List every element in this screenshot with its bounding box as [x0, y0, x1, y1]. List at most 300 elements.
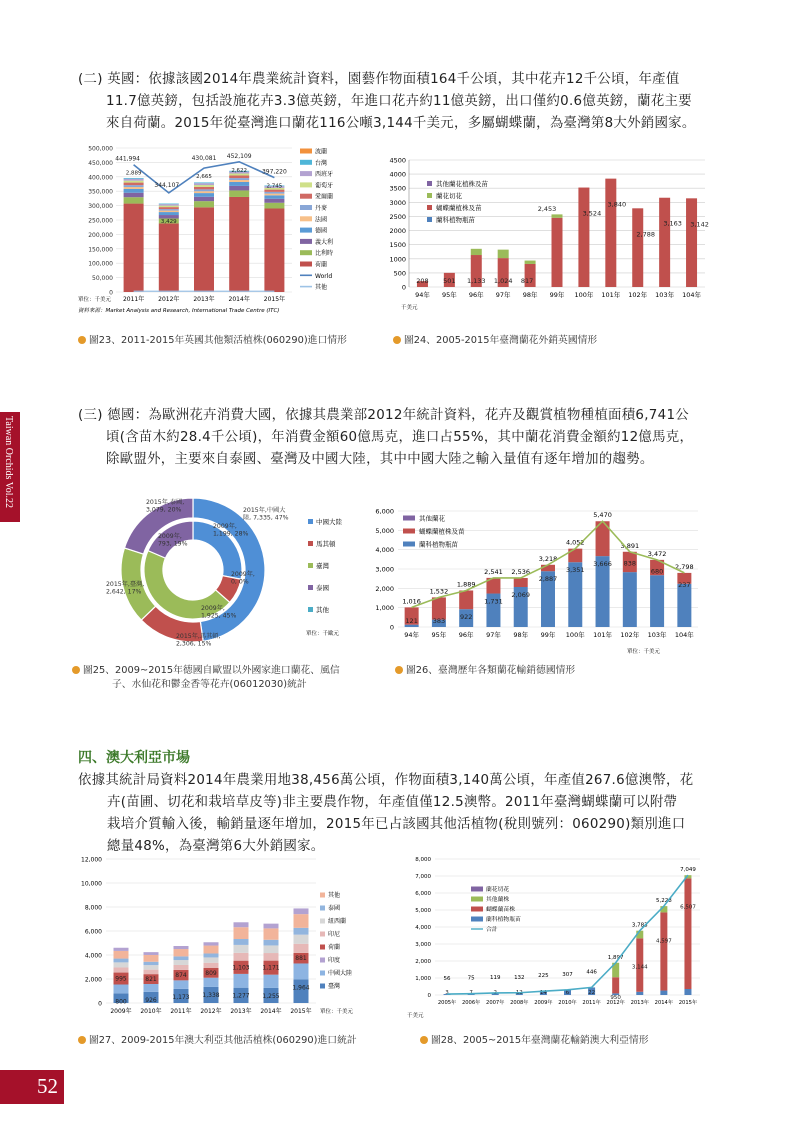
bar-segment — [229, 197, 249, 292]
x-tick-label: 2011年 — [122, 296, 145, 303]
data-label-blue: 2 — [493, 990, 497, 996]
bar-segment — [194, 207, 214, 292]
bar-segment — [229, 180, 249, 182]
bar-segment — [194, 185, 214, 187]
x-tick-label: 2010年 — [140, 1008, 162, 1015]
legend-label: 波蘭 — [315, 148, 328, 156]
data-label-total: 75 — [467, 975, 475, 982]
legend-swatch — [300, 239, 312, 244]
legend-swatch — [300, 194, 312, 199]
y-tick-label: 500 — [393, 269, 406, 278]
legend-label: 其他蘭花 — [419, 514, 445, 523]
legend-label: 法國 — [315, 216, 328, 224]
legend-label: 丹麥 — [315, 205, 328, 212]
data-label-total: 1,889 — [456, 580, 476, 589]
au-line: 總量48%，為臺灣第6大外銷國家。 — [107, 839, 325, 854]
bar-segment — [234, 945, 249, 953]
bar-segment — [124, 183, 144, 186]
bar-segment — [294, 944, 309, 953]
bar-segment — [459, 590, 473, 609]
legend-swatch — [320, 945, 325, 950]
y-tick-label: 6,000 — [415, 891, 431, 897]
data-label-taiwan: 1,255 — [262, 992, 280, 1000]
chart-uk-imports — [78, 142, 358, 322]
data-label: 1,133 — [466, 277, 486, 285]
data-label: 2009年, 0, 0% — [231, 571, 255, 586]
legend-label: 泰國 — [316, 584, 329, 592]
x-tick-label: 96年 — [468, 291, 484, 299]
uk-line: 11.7億英鎊，包括設施花卉3.3億英鎊，年進口花卉約11億英鎊，出口僅約0.6億英鎊，蘭花主要 — [106, 94, 692, 109]
bar-segment — [159, 204, 179, 205]
data-label-taiwan: 2,622 — [231, 167, 248, 174]
x-tick-label: 2009年 — [534, 1000, 553, 1006]
uk-line: 來自荷蘭。2015年從臺灣進口蘭花116公噸3,144千美元，多屬蝴蝶蘭，為臺灣第8大外銷國家。 — [106, 116, 696, 131]
bar-segment — [174, 956, 189, 960]
x-tick-label: 101年 — [601, 291, 621, 299]
data-label-red: 4,597 — [655, 938, 672, 945]
caption-bullet-icon — [78, 1036, 86, 1044]
data-label: 3,163 — [663, 219, 682, 228]
data-label-red: 6,507 — [680, 904, 696, 911]
x-tick-label: 2012年 — [200, 1008, 222, 1015]
y-tick-label: 0 — [389, 623, 394, 632]
legend-swatch — [300, 205, 312, 210]
bar-segment — [229, 174, 249, 176]
caption-bullet-icon — [420, 1036, 428, 1044]
data-label: 2015年,臺灣, 2,642, 17% — [106, 581, 145, 596]
bar-segment — [114, 984, 129, 993]
au-line: 卉(苗圃、切花和栽培草皮等)非主要農作物，年產值僅12.5澳幣。2011年臺灣蝴蝶蘭可以附帶 — [107, 795, 678, 810]
caption-bullet-icon — [72, 666, 80, 674]
bar-segment — [159, 211, 179, 212]
bar-segment — [677, 584, 691, 627]
legend-label: 蝴蝶蘭植株及苗 — [436, 204, 482, 212]
data-label-world: 452,109 — [226, 152, 252, 160]
bar-segment — [194, 201, 214, 207]
x-tick-label: 97年 — [495, 291, 511, 299]
bar-segment — [174, 949, 189, 956]
bar-segment — [264, 203, 284, 209]
y-tick-label: 3000 — [389, 198, 406, 207]
bar — [552, 218, 563, 287]
bar — [632, 208, 643, 287]
de-paragraph — [78, 405, 693, 471]
legend-label: 葡萄牙 — [315, 182, 334, 190]
bar-segment — [234, 939, 249, 945]
caption-fig24 — [393, 334, 597, 348]
bar-segment — [660, 991, 667, 995]
y-tick-label: 3,000 — [375, 565, 394, 574]
chart-germany-imports — [98, 490, 373, 655]
legend-swatch — [320, 919, 325, 924]
data-label-blue: 7 — [469, 990, 473, 996]
legend-label: 蝴蝶蘭植株及苗 — [419, 527, 465, 536]
x-tick-label: 2009年 — [110, 1008, 132, 1015]
legend-swatch — [300, 171, 312, 176]
au-line: 栽培介質輸入後，輸銷量逐年增加，2015年已占該國其他活植物(稅則號列：060290)類別進口 — [107, 817, 686, 832]
caption-text: 圖25、2009~2015年德國自歐盟以外國家進口蘭花、風信 — [83, 665, 340, 676]
y-tick-label: 0 — [427, 993, 431, 999]
bar-segment — [471, 249, 482, 255]
x-tick-label: 94年 — [415, 291, 430, 299]
x-tick-label: 98年 — [513, 631, 529, 639]
x-tick-label: 102年 — [620, 631, 640, 639]
legend-label: 義大利 — [315, 238, 334, 246]
legend-label: 馬其頓 — [316, 540, 336, 548]
data-label-total: 5,470 — [593, 511, 612, 520]
legend-swatch — [300, 182, 312, 187]
bar-segment — [229, 178, 249, 180]
bar-segment — [159, 209, 179, 210]
legend-label: 臺灣 — [316, 562, 329, 570]
bar-segment — [159, 212, 179, 215]
y-tick-label: 1,000 — [375, 604, 394, 613]
y-tick-label: 6,000 — [375, 507, 394, 516]
legend-swatch — [471, 897, 483, 902]
bar-segment — [124, 197, 144, 203]
bar-segment — [264, 208, 284, 292]
bar-segment — [264, 192, 284, 194]
bar-segment — [623, 572, 637, 627]
legend-label: 西班牙 — [315, 171, 334, 179]
data-label-taiwan: 2,889 — [125, 170, 142, 177]
source-label: 資料來源：Market Analysis and Research, International Trade Centre (ITC) — [78, 308, 280, 314]
data-label: 208 — [416, 277, 429, 285]
bar-segment — [684, 878, 691, 989]
x-tick-label: 2015年 — [290, 1008, 312, 1015]
bar-segment — [294, 914, 309, 928]
bar-segment — [264, 928, 279, 939]
y-tick-label: 1000 — [389, 255, 406, 264]
data-label-blue: 3 — [445, 990, 449, 996]
bar-segment — [114, 959, 129, 963]
data-label-blue: 237 — [678, 580, 691, 589]
y-tick-label: 12,000 — [81, 856, 102, 864]
data-label: 2015年,馬其頓, 2,306, 15% — [176, 633, 221, 648]
y-tick-label: 8,000 — [415, 857, 431, 863]
data-label: 995 — [115, 975, 127, 983]
legend-label: 比利時 — [315, 250, 334, 258]
bar-segment — [114, 967, 129, 972]
y-tick-label: 3500 — [389, 184, 406, 193]
legend-label: 德國 — [315, 227, 328, 235]
unit-label: 單位：千美元 — [320, 1009, 354, 1015]
bar-segment — [498, 250, 509, 258]
caption-text: 子、水仙花和鬱金香等花卉(06012030)統計 — [112, 679, 307, 690]
legend-label: 蘭科植物瓶苗 — [436, 216, 475, 224]
bar-segment — [204, 953, 219, 957]
data-label-total: 3,472 — [647, 549, 667, 558]
legend-label: 印尼 — [328, 931, 341, 938]
bar-segment — [194, 187, 214, 189]
data-label: 3,840 — [607, 200, 627, 209]
x-tick-label: 2006年 — [461, 1000, 481, 1006]
data-label-blue: 14 — [539, 990, 547, 996]
unit-label: 千美元 — [407, 1013, 424, 1019]
caption-fig23 — [78, 334, 347, 348]
legend-label: 中國大陸 — [328, 970, 353, 977]
bar-segment — [174, 980, 189, 989]
data-label-taiwan: 926 — [145, 996, 157, 1004]
caption-bullet-icon — [78, 336, 86, 344]
data-label-total: 446 — [586, 969, 597, 976]
y-tick-label: 350,000 — [88, 188, 113, 196]
x-tick-label: 103年 — [655, 291, 675, 299]
data-label-total: 307 — [562, 971, 573, 978]
uk-line: (二) 英國：依據該國2014年農業統計資料，園藝作物面積164千公頃，其中花卉12千公頃，年產值 — [78, 72, 680, 87]
bar-segment — [124, 187, 144, 189]
bar-segment — [294, 963, 309, 979]
legend-label: 其他 — [328, 892, 341, 899]
bar-segment — [684, 989, 691, 995]
caption-text: 圖28、2005~2015年臺灣蘭花輸銷澳大利亞情形 — [431, 1035, 649, 1046]
bar-segment — [124, 204, 144, 292]
legend-label: 蘭科植物瓶苗 — [486, 917, 521, 923]
legend-swatch — [471, 907, 483, 912]
bar-segment — [124, 178, 144, 179]
legend-swatch — [300, 250, 312, 255]
x-tick-label: 97年 — [486, 631, 501, 639]
data-label-world: 430,081 — [191, 155, 217, 163]
legend-swatch — [320, 984, 325, 989]
caption-text: 圖26、臺灣歷年各類蘭花輸銷德國情形 — [406, 665, 576, 676]
legend-swatch — [427, 193, 432, 198]
x-tick-label: 100年 — [565, 631, 585, 639]
legend-swatch — [308, 585, 313, 590]
data-label-taiwan: 1,277 — [232, 992, 250, 1000]
bar-segment — [264, 975, 279, 988]
data-label: 2015年,泰國, 3,079, 20% — [146, 499, 185, 514]
x-tick-label: 102年 — [628, 291, 648, 299]
bar-segment — [144, 965, 159, 970]
chart-taiwan-to-australia — [407, 853, 712, 1028]
x-tick-label: 101年 — [593, 631, 613, 639]
bar-segment — [264, 190, 284, 192]
legend-label: 印度 — [328, 957, 341, 964]
data-label-taiwan: 1,338 — [202, 991, 220, 999]
y-tick-label: 400,000 — [88, 174, 113, 182]
bar-segment — [124, 189, 144, 193]
bar — [686, 198, 697, 287]
y-tick-label: 7,000 — [415, 874, 431, 880]
legend-swatch — [300, 149, 312, 154]
legend-swatch — [471, 917, 483, 922]
legend-label: 荷蘭 — [328, 944, 341, 951]
bar-segment — [264, 945, 279, 953]
data-label-red: 950 — [610, 995, 621, 1002]
bar-segment — [264, 924, 279, 929]
x-tick-label: 2005年 — [437, 1000, 457, 1006]
x-tick-label: 2008年 — [510, 1000, 529, 1006]
data-label-total: 3,218 — [538, 554, 558, 563]
y-tick-label: 0 — [109, 289, 113, 297]
bar-segment — [124, 193, 144, 197]
data-label-total: 225 — [538, 973, 549, 980]
data-label-total: 2,541 — [484, 567, 503, 576]
bar-segment — [194, 189, 214, 191]
bar — [659, 198, 670, 287]
bar-segment — [124, 185, 144, 187]
data-label-total: 1,532 — [429, 587, 449, 596]
data-label-total: 1,897 — [607, 954, 624, 961]
x-tick-label: 2007年 — [486, 1000, 505, 1006]
legend-swatch — [320, 932, 325, 937]
legend-swatch — [308, 519, 313, 524]
y-tick-label: 50,000 — [92, 275, 113, 283]
legend-label: 其他 — [315, 284, 328, 292]
caption-bullet-icon — [395, 666, 403, 674]
data-label-total: 4,052 — [565, 538, 585, 547]
bar-segment — [204, 957, 219, 962]
caption-text: 圖23、2011-2015年英國其他類活植株(060290)進口情形 — [89, 335, 347, 346]
data-label-total: 3,891 — [620, 541, 640, 550]
legend-label: 中國大陸 — [316, 518, 342, 526]
bar-segment — [294, 935, 309, 944]
data-label-taiwan: 800 — [115, 998, 127, 1006]
side-tab — [0, 412, 20, 522]
caption-bullet-icon — [393, 336, 401, 344]
side-tab-label: Taiwan Orchids Vol.22 — [3, 416, 14, 508]
y-tick-label: 4,000 — [415, 925, 431, 931]
x-tick-label: 96年 — [458, 631, 474, 639]
legend-label: 蘭花切花 — [436, 192, 462, 200]
bar-segment — [124, 181, 144, 183]
legend-swatch — [320, 971, 325, 976]
legend-swatch — [300, 262, 312, 267]
chart-australia-imports — [72, 855, 372, 1025]
x-tick-label: 100年 — [574, 291, 594, 299]
data-label-blue: 12 — [515, 990, 523, 996]
data-label: 2,453 — [537, 204, 557, 213]
bar-segment — [194, 193, 214, 197]
legend-swatch — [427, 181, 432, 186]
legend-swatch — [427, 217, 432, 222]
bar-segment — [204, 963, 219, 968]
bar-segment — [264, 940, 279, 946]
data-label: 2015年,中國大陸, 7,335, 47% — [243, 507, 289, 522]
x-tick-label: 2015年 — [263, 296, 286, 303]
bar-segment — [229, 182, 249, 186]
legend-label: 合計 — [486, 927, 498, 933]
legend-label: 臺灣 — [328, 983, 341, 990]
legend-swatch — [320, 906, 325, 911]
y-tick-label: 150,000 — [88, 246, 113, 254]
bar-segment — [552, 214, 563, 217]
uk-paragraph — [78, 69, 696, 135]
y-tick-label: 4,000 — [84, 952, 102, 960]
data-label-total: 7,049 — [680, 867, 696, 874]
data-label-world: 397,220 — [261, 168, 287, 176]
data-label-blue: 383 — [432, 617, 446, 625]
legend-label: 蘭花切花 — [486, 887, 510, 893]
y-tick-label: 2000 — [389, 227, 406, 236]
de-line: 除歐盟外，主要來自泰國、臺灣及中國大陸，其中中國大陸之輸入量值有逐年增加的趨勢。 — [106, 452, 654, 467]
x-tick-label: 2011年 — [170, 1008, 192, 1015]
bar-segment — [264, 195, 284, 198]
y-tick-label: 4000 — [389, 170, 406, 179]
bar-segment — [264, 194, 284, 196]
data-label: 1,103 — [232, 964, 250, 972]
caption-text: 圖27、2009-2015年澳大利亞其他活植株(060290)進口統計 — [89, 1035, 357, 1046]
y-tick-label: 200,000 — [88, 231, 113, 239]
data-label-total: 1,016 — [402, 597, 421, 606]
x-tick-label: 99年 — [540, 631, 556, 639]
data-label-taiwan: 3,429 — [160, 218, 177, 225]
x-tick-label: 2013年 — [630, 1000, 649, 1006]
x-tick-label: 2014年 — [260, 1008, 282, 1015]
y-tick-label: 5,000 — [375, 526, 394, 535]
de-line: 頃(含苗木約28.4千公頃)，年消費金額60億馬克，進口占55%，其中蘭花消費金額約12億馬克， — [106, 430, 694, 445]
bar-segment — [124, 179, 144, 181]
y-tick-label: 2,000 — [84, 976, 102, 984]
bar-segment — [612, 977, 619, 993]
legend-label: 其他蘭花植株及苗 — [436, 180, 488, 188]
y-tick-label: 1,000 — [415, 976, 431, 982]
bar-segment — [229, 175, 249, 178]
data-label-taiwan: 1,964 — [292, 984, 310, 992]
bar-segment — [229, 186, 249, 191]
legend-swatch — [403, 542, 415, 547]
caption-fig27 — [78, 1034, 357, 1048]
data-label-taiwan: 1,173 — [172, 993, 190, 1001]
y-tick-label: 8,000 — [84, 904, 102, 912]
y-tick-label: 10,000 — [81, 880, 102, 888]
bar-segment — [144, 952, 159, 955]
bar-segment — [660, 912, 667, 990]
legend-label: 愛爾蘭 — [315, 193, 334, 201]
unit-label: 單位：千美元 — [626, 649, 660, 655]
data-label: 817 — [520, 277, 534, 285]
unit-label: 單位：千美元 — [78, 297, 112, 303]
y-tick-label: 100,000 — [88, 260, 113, 268]
bar-segment — [174, 965, 189, 970]
bar — [605, 179, 616, 287]
data-label-world: 344,107 — [154, 181, 180, 189]
bar-segment — [194, 183, 214, 185]
bar-segment — [144, 984, 159, 992]
data-label-total: 2,798 — [675, 562, 694, 571]
y-tick-label: 500,000 — [88, 145, 113, 153]
data-label: 2,788 — [636, 230, 656, 239]
bar-segment — [159, 223, 179, 292]
x-tick-label: 2014年 — [654, 1000, 674, 1006]
x-tick-label: 2012年 — [158, 296, 180, 303]
unit-label: 千美元 — [401, 305, 418, 311]
bar-segment — [114, 962, 129, 967]
data-label: 881 — [295, 955, 307, 963]
y-tick-label: 2,000 — [375, 584, 394, 593]
caption-text: 圖24、2005-2015年臺灣蘭花外銷英國情形 — [404, 335, 598, 346]
data-label-total: 56 — [443, 976, 451, 983]
bar-segment — [174, 960, 189, 965]
data-label-blue: 6 — [565, 990, 570, 996]
data-label: 2009年, 1,925, 45% — [201, 605, 237, 620]
y-tick-label: 250,000 — [88, 217, 113, 225]
page-number-label: 52 — [37, 1074, 58, 1098]
legend-label: 蘭科植物瓶苗 — [419, 540, 458, 549]
x-tick-label: 104年 — [682, 291, 702, 299]
x-tick-label: 98年 — [522, 291, 538, 299]
x-tick-label: 103年 — [647, 631, 667, 639]
bar-segment — [174, 946, 189, 949]
bar-segment — [159, 204, 179, 205]
bar-segment — [294, 928, 309, 935]
bar-segment — [234, 922, 249, 927]
legend-swatch — [308, 541, 313, 546]
y-tick-label: 4,000 — [375, 546, 394, 555]
y-tick-label: 3,000 — [415, 942, 431, 948]
section-title-australia: 四、澳大利亞市場 — [78, 750, 190, 766]
